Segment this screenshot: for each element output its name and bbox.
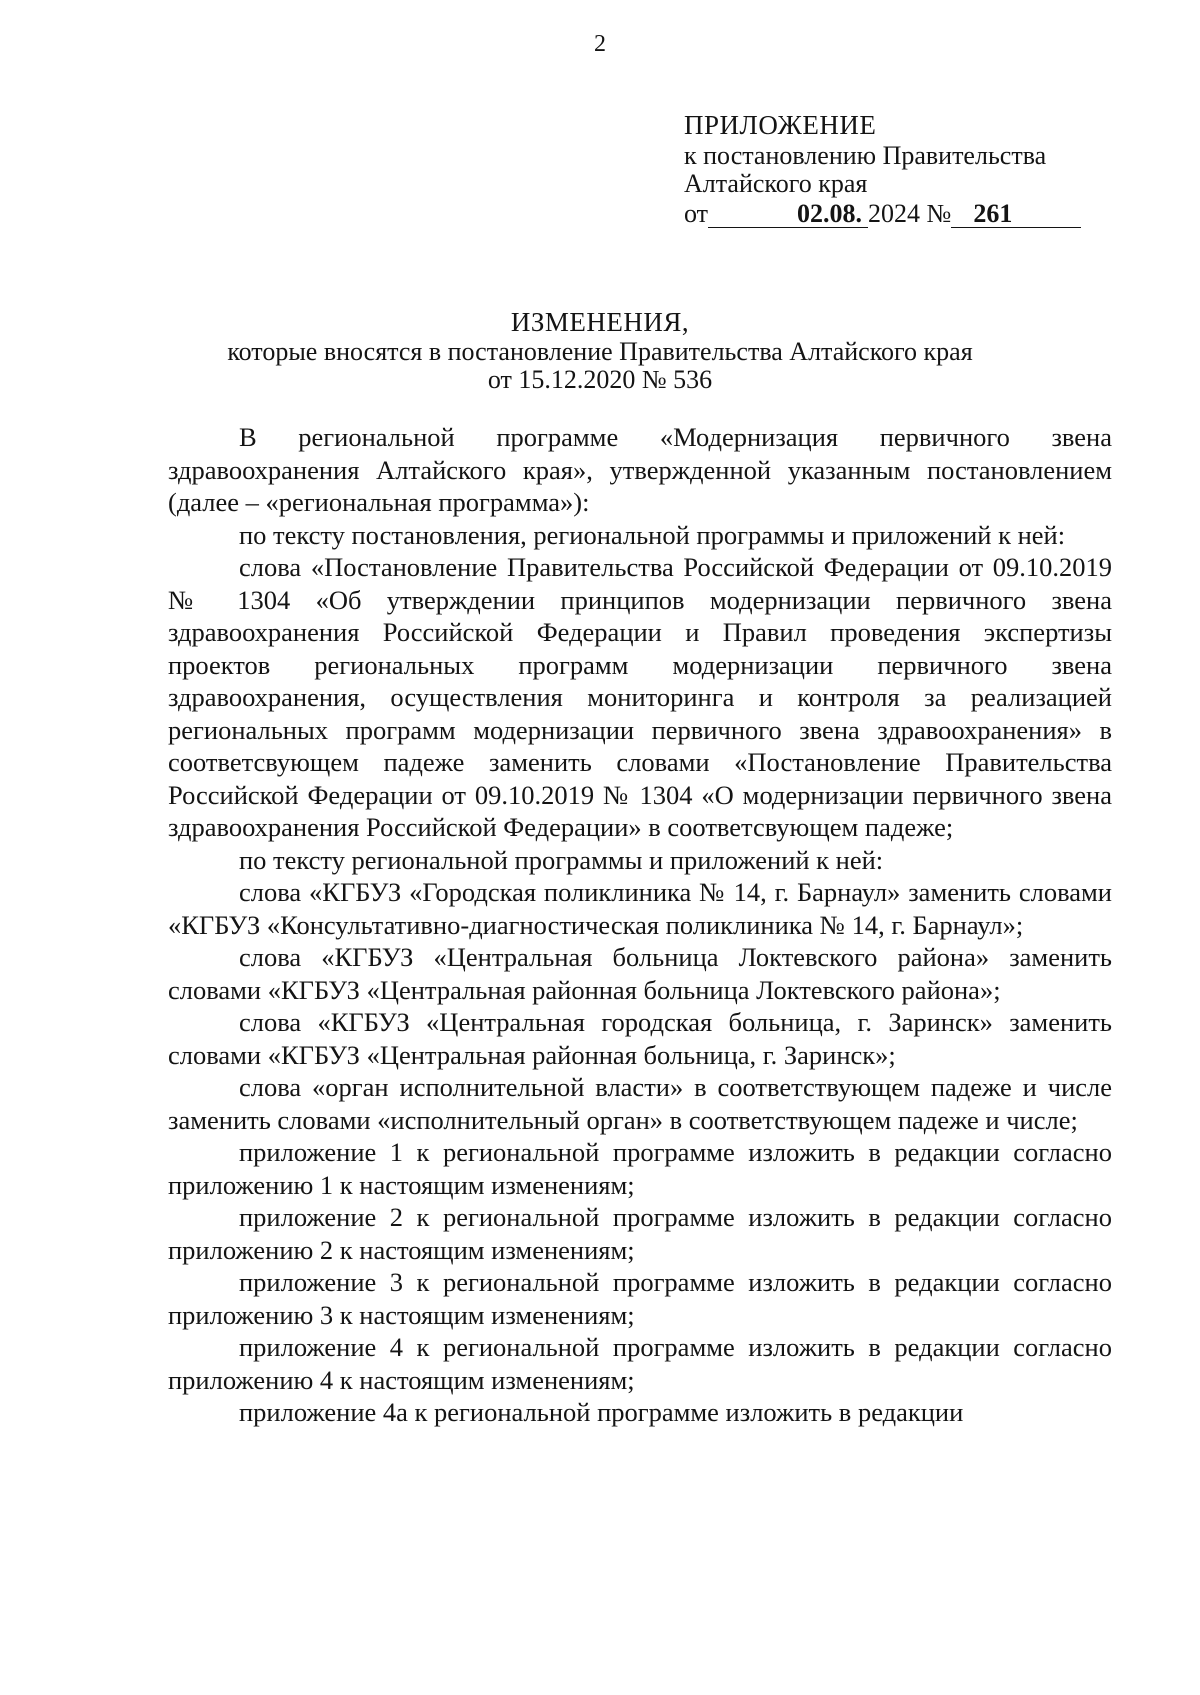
appendix-line-2: Алтайского края (684, 169, 868, 198)
paragraph: слова «КГБУЗ «Центральная городская больница, г. Заринск» заменить словами «КГБУЗ «Центральная районная больница, г. Заринск»; (168, 1007, 1112, 1070)
paragraph: по тексту постановления, региональной программы и приложений к ней: (239, 519, 1066, 550)
paragraph: слова «Постановление Правительства Российской Федерации от 09.10.2019 № 1304 «Об утверждении принципов модернизации первичного звена здравоохранения Российской Федерации и Правил проведения экспертизы проектов региональных программ модернизации первичного звена здравоохранения, осуществления мониторинга и контроля за реализацией региональных программ модернизации первичного звена здравоохранения» в соответсвующем падеже заменить словами «Постановление Правительства Российской Федерации от 09.10.2019 № 1304 «О модернизации первичного звена здравоохранения Российской Федерации» в соответсвующем падеже; (168, 552, 1112, 842)
paragraph: приложение 4 к региональной программе изложить в редакции согласно приложению 4 к настоящим изменениям; (168, 1332, 1112, 1395)
paragraph: В региональной программе «Модернизация первичного звена здравоохранения Алтайского края», утвержденной указанным постановлением (далее – «региональная программа»): (168, 422, 1112, 517)
heading-line-1: которые вносятся в постановление Правительства Алтайского края (227, 337, 973, 366)
document-body (168, 421, 1112, 1429)
paragraph: слова «орган исполнительной власти» в соответствующем падеже и числе заменить словами «исполнительный орган» в соответствующем падеже и числе; (168, 1072, 1112, 1135)
appendix-date-prefix: от (684, 199, 709, 228)
appendix-date-line (684, 200, 1104, 228)
appendix-number: 261 (951, 201, 1081, 228)
heading-line-2: от 15.12.2020 № 536 (487, 365, 713, 394)
paragraph: по тексту региональной программы и приложений к ней: (239, 844, 884, 875)
appendix-date-value: 02.08. (708, 201, 868, 228)
heading-title: ИЗМЕНЕНИЯ, (510, 307, 690, 337)
paragraph: приложение 3 к региональной программе изложить в редакции согласно приложению 3 к настоящим изменениям; (168, 1267, 1112, 1330)
appendix-year: 2024 № (868, 199, 952, 228)
appendix-header (684, 108, 1104, 228)
paragraph: слова «КГБУЗ «Центральная больница Локтевского района» заменить словами «КГБУЗ «Центральная районная больница Локтевского района»; (168, 942, 1112, 1005)
paragraph: слова «КГБУЗ «Городская поликлиника № 14, г. Барнаул» заменить словами «КГБУЗ «Консультативно-диагностическая поликлиника № 14, г. Барнаул»; (168, 877, 1112, 940)
paragraph: приложение 4а к региональной программе изложить в редакции (239, 1397, 964, 1427)
appendix-line-1: к постановлению Правительства (684, 141, 1047, 170)
document-heading (0, 306, 1200, 394)
paragraph: приложение 1 к региональной программе изложить в редакции согласно приложению 1 к настоящим изменениям; (168, 1137, 1112, 1200)
paragraph: приложение 2 к региональной программе изложить в редакции согласно приложению 2 к настоящим изменениям; (168, 1202, 1112, 1265)
appendix-title: ПРИЛОЖЕНИЕ (684, 110, 877, 140)
page-number: 2 (594, 31, 606, 57)
